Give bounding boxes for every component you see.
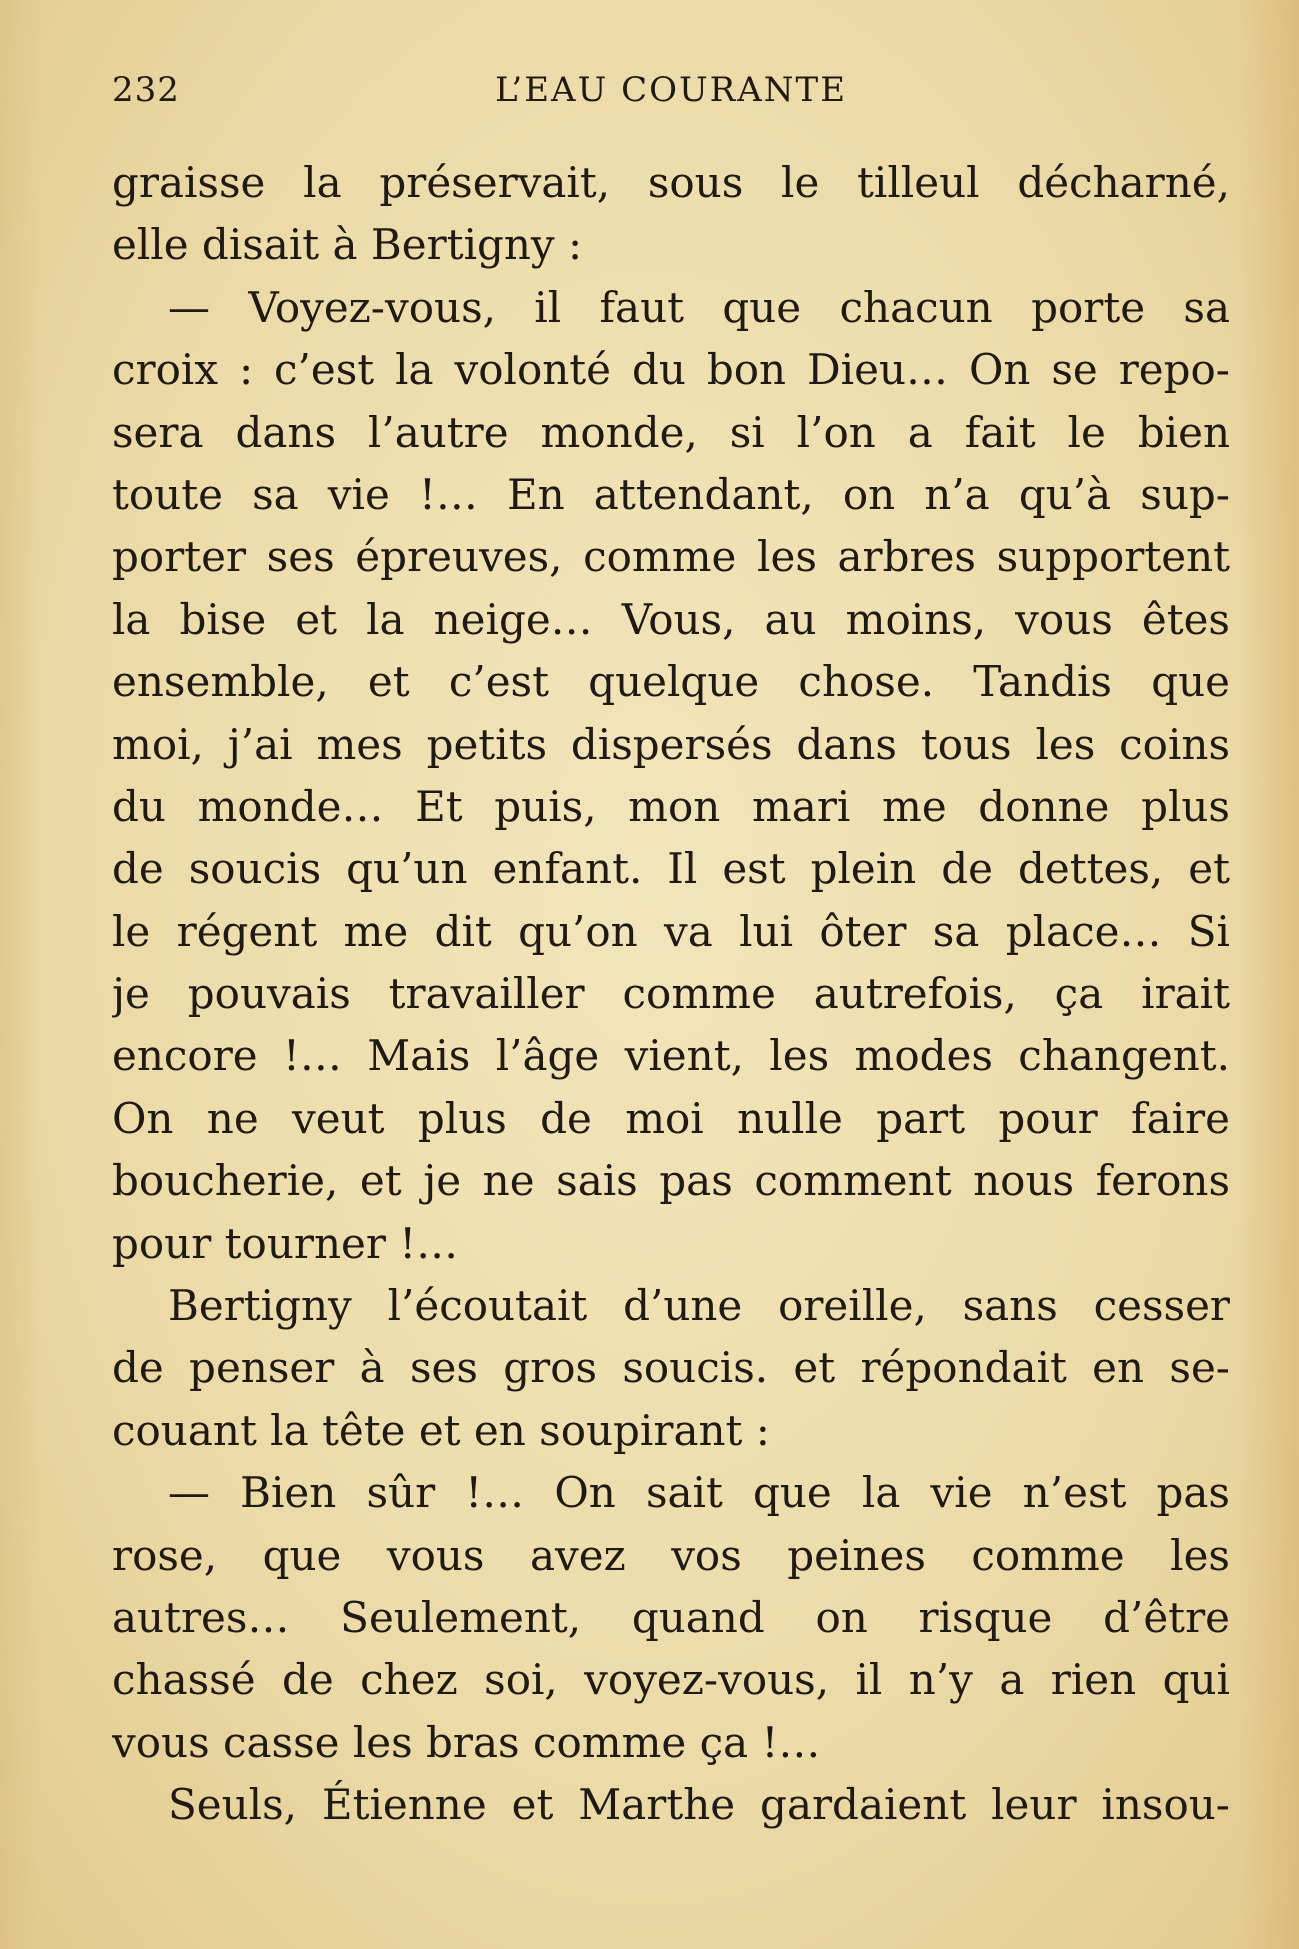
text-line: toute sa vie !… En attendant, on n’a qu’à sup- [112, 469, 1230, 519]
text-line: encore !… Mais l’âge vient, les modes changent. [112, 1031, 1230, 1081]
text-line: moi, j’ai mes petits dispersés dans tous les coins [112, 719, 1230, 769]
text-line: Seuls, Étienne et Marthe gardaient leur insou- [168, 1780, 1230, 1830]
text-line: — Bien sûr !… On sait que la vie n’est pas [168, 1468, 1230, 1518]
text-line: sera dans l’autre monde, si l’on a fait le bien [112, 407, 1230, 457]
body-text [112, 152, 1230, 1837]
text-line: du monde… Et puis, mon mari me donne plus [112, 781, 1230, 831]
text-line: de penser à ses gros soucis. et répondait en se- [112, 1343, 1230, 1393]
text-line: chassé de chez soi, voyez-vous, il n’y a rien qui [112, 1655, 1230, 1705]
text-line: porter ses épreuves, comme les arbres supportent [112, 532, 1230, 582]
text-line: Bertigny l’écoutait d’une oreille, sans cesser [168, 1281, 1230, 1331]
running-title: L’EAU COURANTE [495, 70, 848, 110]
text-line: croix : c’est la volonté du bon Dieu… On se repo- [112, 345, 1230, 395]
text-line: elle disait à Bertigny : [112, 220, 583, 270]
text-line: autres… Seulement, quand on risque d’être [112, 1592, 1230, 1642]
text-line: pour tourner !… [112, 1218, 459, 1268]
text-line: couant la tête et en soupirant : [112, 1405, 770, 1455]
text-line: de soucis qu’un enfant. Il est plein de dettes, et [112, 844, 1230, 894]
page-number: 232 [112, 70, 180, 110]
text-line: — Voyez-vous, il faut que chacun porte sa [168, 282, 1230, 332]
text-line: vous casse les bras comme ça !… [112, 1717, 821, 1767]
page-edge-shadow-right [1239, 0, 1299, 1949]
text-line: rose, que vous avez vos peines comme les [112, 1530, 1230, 1580]
page-header [112, 70, 1230, 120]
text-line: graisse la préservait, sous le tilleul décharné, [112, 158, 1230, 207]
text-line: boucherie, et je ne sais pas comment nous ferons [112, 1156, 1230, 1206]
page-edge-shadow-left [0, 0, 40, 1949]
text-line: la bise et la neige… Vous, au moins, vous êtes [112, 594, 1230, 644]
text-line: On ne veut plus de moi nulle part pour faire [112, 1093, 1230, 1143]
text-line: le régent me dit qu’on va lui ôter sa place… Si [112, 906, 1230, 956]
text-line: je pouvais travailler comme autrefois, ça irait [112, 969, 1230, 1019]
text-line: ensemble, et c’est quelque chose. Tandis que [112, 657, 1230, 707]
